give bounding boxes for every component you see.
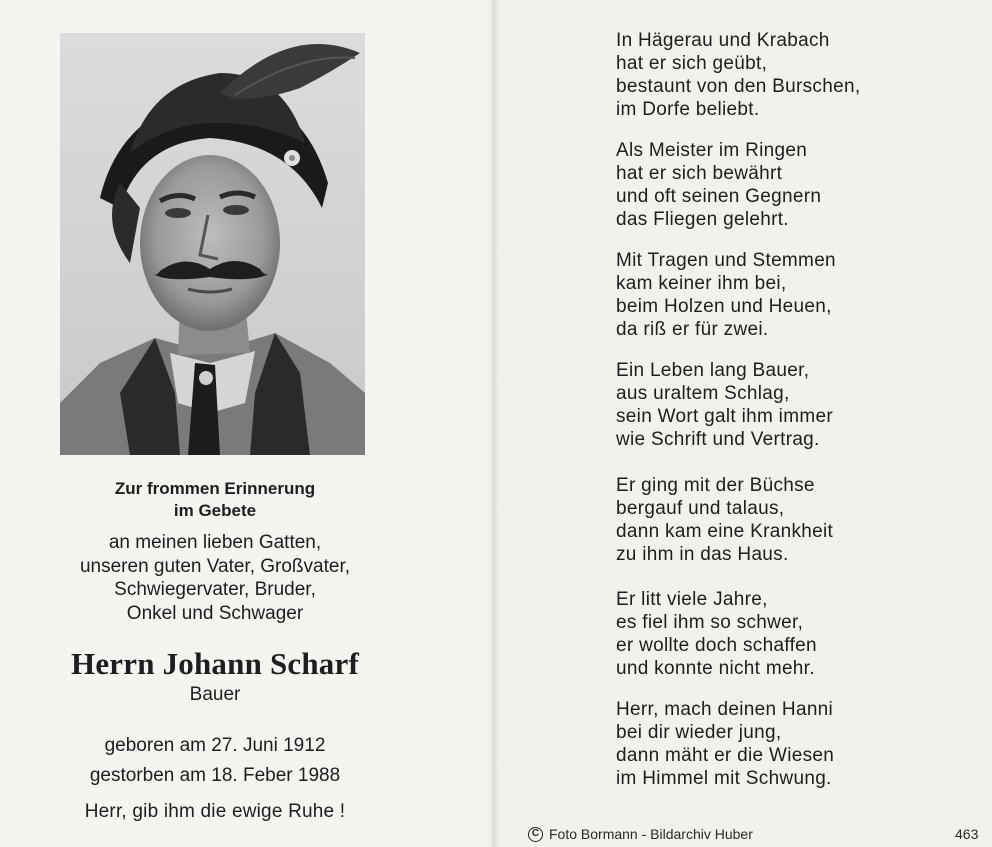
dedication-line: Onkel und Schwager bbox=[126, 602, 304, 624]
photo-credit bbox=[528, 825, 753, 843]
poem-line: im Dorfe beliebt. bbox=[616, 99, 760, 120]
poem-line: es fiel ihm so schwer, bbox=[616, 612, 804, 633]
memorial-heading bbox=[20, 478, 410, 522]
poem-line: Er litt viele Jahre, bbox=[616, 589, 768, 610]
heading-line: Zur frommen Erinnerung bbox=[114, 479, 316, 498]
poem-stanza bbox=[616, 698, 956, 790]
poem bbox=[616, 29, 956, 790]
poem-line: beim Holzen und Heuen, bbox=[616, 296, 832, 317]
poem-line: das Fliegen gelehrt. bbox=[616, 209, 789, 230]
death-date: gestorben am 18. Feber 1988 bbox=[89, 765, 341, 786]
deceased-name: Herrn Johann Scharf bbox=[71, 646, 359, 681]
poem-line: sein Wort galt ihm immer bbox=[616, 406, 833, 427]
poem-line: Als Meister im Ringen bbox=[616, 140, 808, 161]
poem-stanza bbox=[616, 474, 956, 566]
dedication-line: unseren guten Vater, Großvater, bbox=[79, 555, 351, 577]
poem-line: und konnte nicht mehr. bbox=[616, 658, 815, 679]
poem-line: hat er sich bewährt bbox=[616, 163, 783, 184]
poem-stanza bbox=[616, 139, 956, 231]
poem-line: und oft seinen Gegnern bbox=[616, 186, 822, 207]
poem-line: zu ihm in das Haus. bbox=[616, 544, 789, 565]
page-number: 463 bbox=[955, 826, 979, 842]
poem-line: da riß er für zwei. bbox=[616, 319, 769, 340]
poem-line: er wollte doch schaffen bbox=[616, 635, 817, 656]
copyright-icon: C bbox=[528, 827, 543, 842]
poem-line: Herr, mach deinen Hanni bbox=[616, 699, 834, 720]
heading-line: im Gebete bbox=[173, 501, 257, 520]
poem-line: bestaunt von den Burschen, bbox=[616, 76, 861, 97]
occupation: Bauer bbox=[189, 684, 241, 705]
poem-line: In Hägerau und Krabach bbox=[616, 30, 830, 51]
poem-line: Mit Tragen und Stemmen bbox=[616, 250, 836, 271]
poem-line: bergauf und talaus, bbox=[616, 498, 785, 519]
life-dates bbox=[20, 731, 410, 791]
dedication-line: Schwiegervater, Bruder, bbox=[114, 579, 316, 600]
poem-line: dann mäht er die Wiesen bbox=[616, 745, 835, 766]
poem-stanza bbox=[616, 249, 956, 341]
dedication bbox=[20, 531, 410, 625]
dedication-line: an meinen lieben Gatten, bbox=[108, 532, 322, 553]
poem-line: aus uraltem Schlag, bbox=[616, 383, 790, 404]
birth-date: geboren am 27. Juni 1912 bbox=[104, 735, 326, 756]
poem-stanza bbox=[616, 588, 956, 680]
poem-stanza bbox=[616, 359, 956, 451]
poem-line: wie Schrift und Vertrag. bbox=[616, 429, 820, 450]
poem-line: dann kam eine Krankheit bbox=[616, 521, 834, 542]
poem-line: Er ging mit der Büchse bbox=[616, 475, 815, 496]
poem-line: Ein Leben lang Bauer, bbox=[616, 360, 810, 381]
card-fold bbox=[488, 0, 500, 847]
portrait-photo bbox=[60, 33, 365, 455]
poem-line: im Himmel mit Schwung. bbox=[616, 768, 832, 789]
poem-stanza bbox=[616, 29, 956, 121]
poem-line: kam keiner ihm bei, bbox=[616, 273, 787, 294]
poem-line: bei dir wieder jung, bbox=[616, 722, 782, 743]
poem-line: hat er sich geübt, bbox=[616, 53, 768, 74]
credit-text: Foto Bormann - Bildarchiv Huber bbox=[549, 826, 753, 842]
prayer: Herr, gib ihm die ewige Ruhe ! bbox=[84, 801, 346, 822]
